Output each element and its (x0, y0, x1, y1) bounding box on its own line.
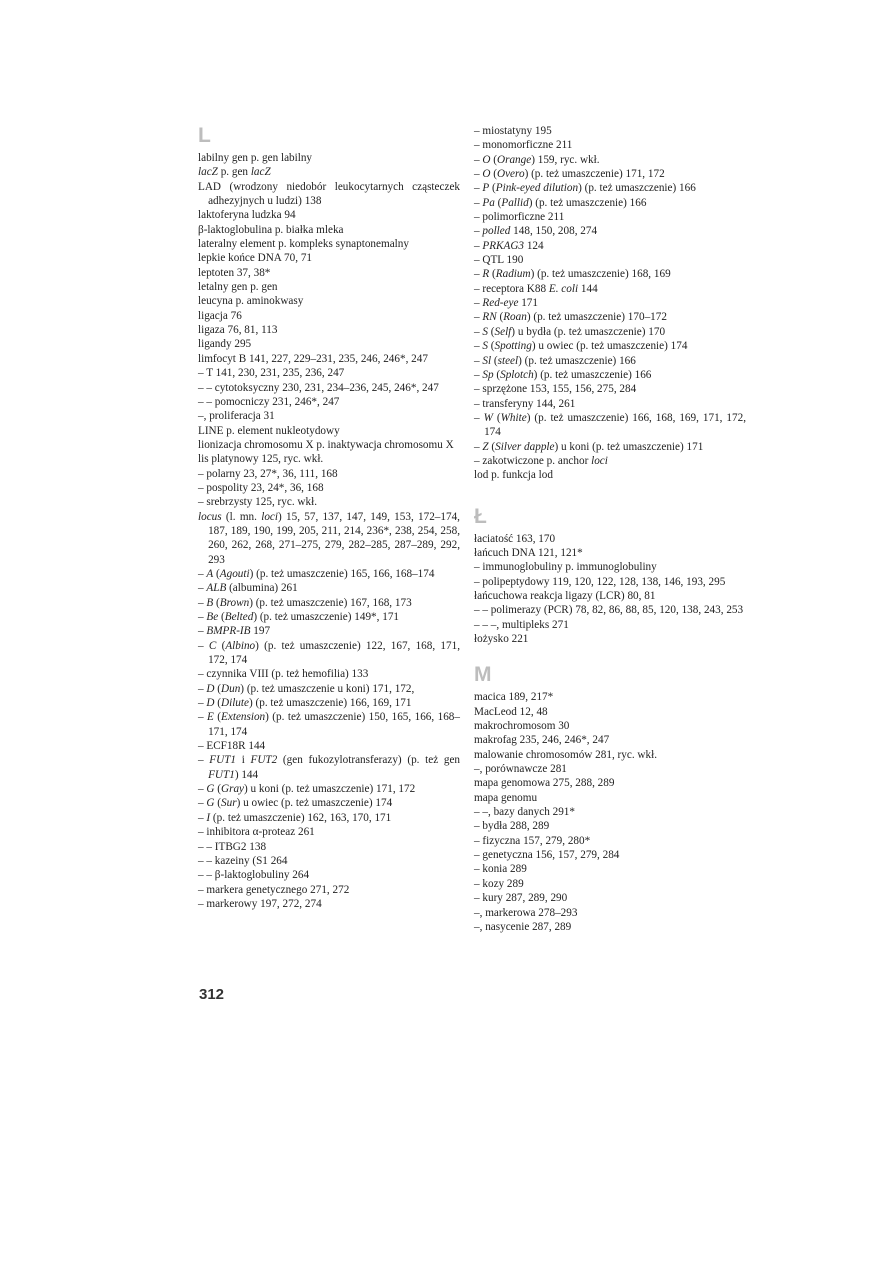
index-entry: łańcuch DNA 121, 121* (474, 546, 583, 559)
index-entry: – D (Dun) (p. też umaszczenie u koni) 171, 172, (198, 682, 415, 695)
index-entry: – Sp (Splotch) (p. też umaszczenie) 166 (474, 368, 652, 381)
right-column (474, 124, 746, 934)
section-letter-l-stroke: Ł (474, 504, 487, 528)
index-entry: macica 189, 217* (474, 691, 554, 704)
index-entry: MacLeod 12, 48 (474, 705, 548, 718)
index-entry: lionizacja chromosomu X p. inaktywacja chromosomu X (198, 438, 454, 451)
index-entry: – czynnika VIII (p. też hemofilia) 133 (198, 668, 369, 681)
section-letter-l: L (198, 124, 211, 147)
index-entry: – konia 289 (474, 863, 527, 876)
index-entry: – sprzężone 153, 155, 156, 275, 284 (474, 383, 637, 396)
index-entry: łaciatość 163, 170 (474, 532, 556, 545)
index-entry: letalny gen p. gen (198, 281, 278, 294)
index-entry: – I (p. też umaszczenie) 162, 163, 170, 171 (198, 811, 392, 824)
index-entry: – G (Sur) u owiec (p. też umaszczenie) 174 (198, 797, 393, 810)
page-number: 312 (199, 986, 225, 1003)
index-entry: – fizyczna 157, 279, 280* (474, 834, 591, 847)
index-entry: – C (Albino) (p. też umaszczenie) 122, 167, 168, 171, 172, 174 (198, 639, 460, 667)
index-entry: – zakotwiczone p. anchor loci (474, 454, 608, 467)
index-entry: – polimorficzne 211 (474, 211, 565, 224)
index-entry: – – ITBG2 138 (198, 840, 267, 853)
entries-l (198, 151, 460, 911)
index-entry: locus (l. mn. loci) 15, 57, 137, 147, 149, 153, 172–174, 187, 189, 190, 199, 205, 211, 214, 236*, 238, 254, 258, 260, 262, 268, 271–275, 279, 282–285, 287–289, 292, 293 (198, 510, 460, 566)
index-entry: – G (Gray) u koni (p. też umaszczenie) 171, 172 (198, 783, 416, 796)
index-entry: – markerowy 197, 272, 274 (198, 897, 322, 910)
index-entry: – PRKAG3 124 (474, 239, 544, 252)
index-entry: – –, bazy danych 291* (474, 806, 575, 819)
index-entry: – receptora K88 E. coli 144 (474, 282, 598, 295)
index-entry: lod p. funkcja lod (474, 469, 553, 482)
index-entry: leptoten 37, 38* (198, 266, 271, 279)
index-entry: makrochromosom 30 (474, 720, 570, 733)
index-entry: – QTL 190 (474, 254, 524, 267)
section-letter-m: M (474, 663, 492, 687)
index-entry: leucyna p. aminokwasy (198, 295, 304, 308)
index-entry: – miostatyny 195 (474, 125, 552, 137)
entries-m (474, 690, 746, 934)
index-entry: labilny gen p. gen labilny (198, 152, 313, 164)
index-entry: – ECF18R 144 (198, 740, 266, 753)
index-entry: –, porównawcze 281 (474, 763, 567, 776)
index-entry: – S (Spotting) u owiec (p. też umaszczenie) 174 (474, 340, 688, 353)
index-entry: – inhibitora α-proteaz 261 (198, 826, 315, 839)
index-entry: – genetyczna 156, 157, 279, 284 (474, 849, 620, 862)
index-entry: – kozy 289 (474, 877, 524, 890)
index-entry: ligandy 295 (198, 338, 252, 351)
index-entry: –, nasycenie 287, 289 (474, 920, 572, 933)
index-entry: – pospolity 23, 24*, 36, 168 (198, 481, 324, 494)
index-entry: limfocyt B 141, 227, 229–231, 235, 246, 246*, 247 (198, 352, 428, 365)
index-entry: mapa genomu (474, 791, 538, 804)
index-entry: – FUT1 i FUT2 (gen fukozylotransferazy) (p. też gen FUT1) 144 (198, 754, 461, 781)
index-entry: – O (Orange) 159, ryc. wkł. (474, 153, 600, 166)
index-entry: β-laktoglobulina p. białka mleka (198, 223, 344, 236)
index-entry: – srebrzysty 125, ryc. wkł. (198, 496, 317, 509)
index-entry: – B (Brown) (p. też umaszczenie) 167, 168, 173 (198, 596, 412, 609)
index-entry: – polarny 23, 27*, 36, 111, 168 (198, 467, 338, 480)
index-entry: lepkie końce DNA 70, 71 (198, 252, 313, 265)
index-entry: – immunoglobuliny p. immunoglobuliny (474, 561, 657, 574)
index-entry: – E (Extension) (p. też umaszczenie) 150, 165, 166, 168–171, 174 (198, 711, 460, 738)
index-entry: lacZ p. gen lacZ (198, 166, 271, 179)
index-entry: łańcuchowa reakcja ligazy (LCR) 80, 81 (474, 589, 656, 602)
index-entry: – Be (Belted) (p. też umaszczenie) 149*, 171 (198, 611, 400, 623)
index-entry: – – –, multipleks 271 (474, 618, 569, 631)
index-entry: – – polimerazy (PCR) 78, 82, 86, 88, 85, 120, 138, 243, 253 (474, 604, 744, 617)
index-entry: ligaza 76, 81, 113 (198, 324, 278, 337)
index-entry: –, proliferacja 31 (198, 410, 275, 423)
index-entry: – Red-eye 171 (474, 297, 538, 310)
index-entry: ligacja 76 (198, 309, 242, 322)
index-entry: –, markerowa 278–293 (474, 906, 578, 919)
index-entry: – R (Radium) (p. też umaszczenie) 168, 169 (474, 268, 671, 281)
index-entry: – ALB (albumina) 261 (198, 582, 298, 595)
index-entry: LAD (wrodzony niedobór leukocytarnych cząsteczek adhezyjnych u ludzi) 138 (198, 180, 460, 208)
entries-l-stroke (474, 532, 746, 647)
index-entry: – bydła 288, 289 (474, 820, 550, 833)
index-entry: – polipeptydowy 119, 120, 122, 128, 138, 146, 193, 295 (474, 575, 726, 588)
index-entry: – Pa (Pallid) (p. też umaszczenie) 166 (474, 196, 647, 209)
index-entry: – – β-laktoglobuliny 264 (198, 869, 310, 882)
index-entry: – RN (Roan) (p. też umaszczenie) 170–172 (474, 311, 667, 324)
index-entry: – markera genetycznego 271, 272 (198, 883, 350, 896)
index-entry: łożysko 221 (474, 633, 529, 645)
index-entry: – P (Pink-eyed dilution) (p. też umaszczenie) 166 (474, 182, 696, 195)
index-entry: laktoferyna ludzka 94 (198, 209, 296, 222)
index-entry: mapa genomowa 275, 288, 289 (474, 777, 615, 790)
index-entry: – kury 287, 289, 290 (474, 892, 568, 905)
index-entry: – D (Dilute) (p. też umaszczenie) 166, 169, 171 (198, 697, 412, 710)
index-entry: – Sl (steel) (p. też umaszczenie) 166 (474, 354, 636, 367)
index-entry: – – kazeiny (S1 264 (198, 854, 288, 867)
index-entry: – monomorficzne 211 (474, 139, 573, 152)
index-entry: lis platynowy 125, ryc. wkł. (198, 453, 324, 466)
index-entry: – transferyny 144, 261 (474, 397, 576, 410)
index-entry: – W (White) (p. też umaszczenie) 166, 168, 169, 171, 172, 174 (474, 411, 746, 439)
index-entry: – – cytotoksyczny 230, 231, 234–236, 245, 246*, 247 (198, 381, 439, 394)
index-entry: – O (Overo) (p. też umaszczenie) 171, 172 (474, 168, 665, 181)
index-entry: makrofag 235, 246, 246*, 247 (474, 734, 610, 747)
index-entry: – A (Agouti) (p. też umaszczenie) 165, 166, 168–174 (198, 567, 435, 580)
index-entry: – BMPR-IB 197 (198, 625, 271, 638)
index-entry: – S (Self) u bydła (p. też umaszczenie) 170 (474, 325, 666, 338)
left-column (198, 124, 460, 911)
index-entry: – T 141, 230, 231, 235, 236, 247 (198, 367, 345, 380)
index-entry: lateralny element p. kompleks synaptonemalny (198, 238, 409, 251)
index-entry: malowanie chromosomów 281, ryc. wkł. (474, 748, 658, 761)
index-entry: – polled 148, 150, 208, 274 (474, 225, 598, 238)
entries-locus-continued (474, 124, 746, 483)
index-entry: – – pomocniczy 231, 246*, 247 (198, 395, 340, 408)
index-entry: – Z (Silver dapple) u koni (p. też umaszczenie) 171 (474, 440, 704, 453)
index-entry: LINE p. element nukleotydowy (198, 424, 340, 437)
